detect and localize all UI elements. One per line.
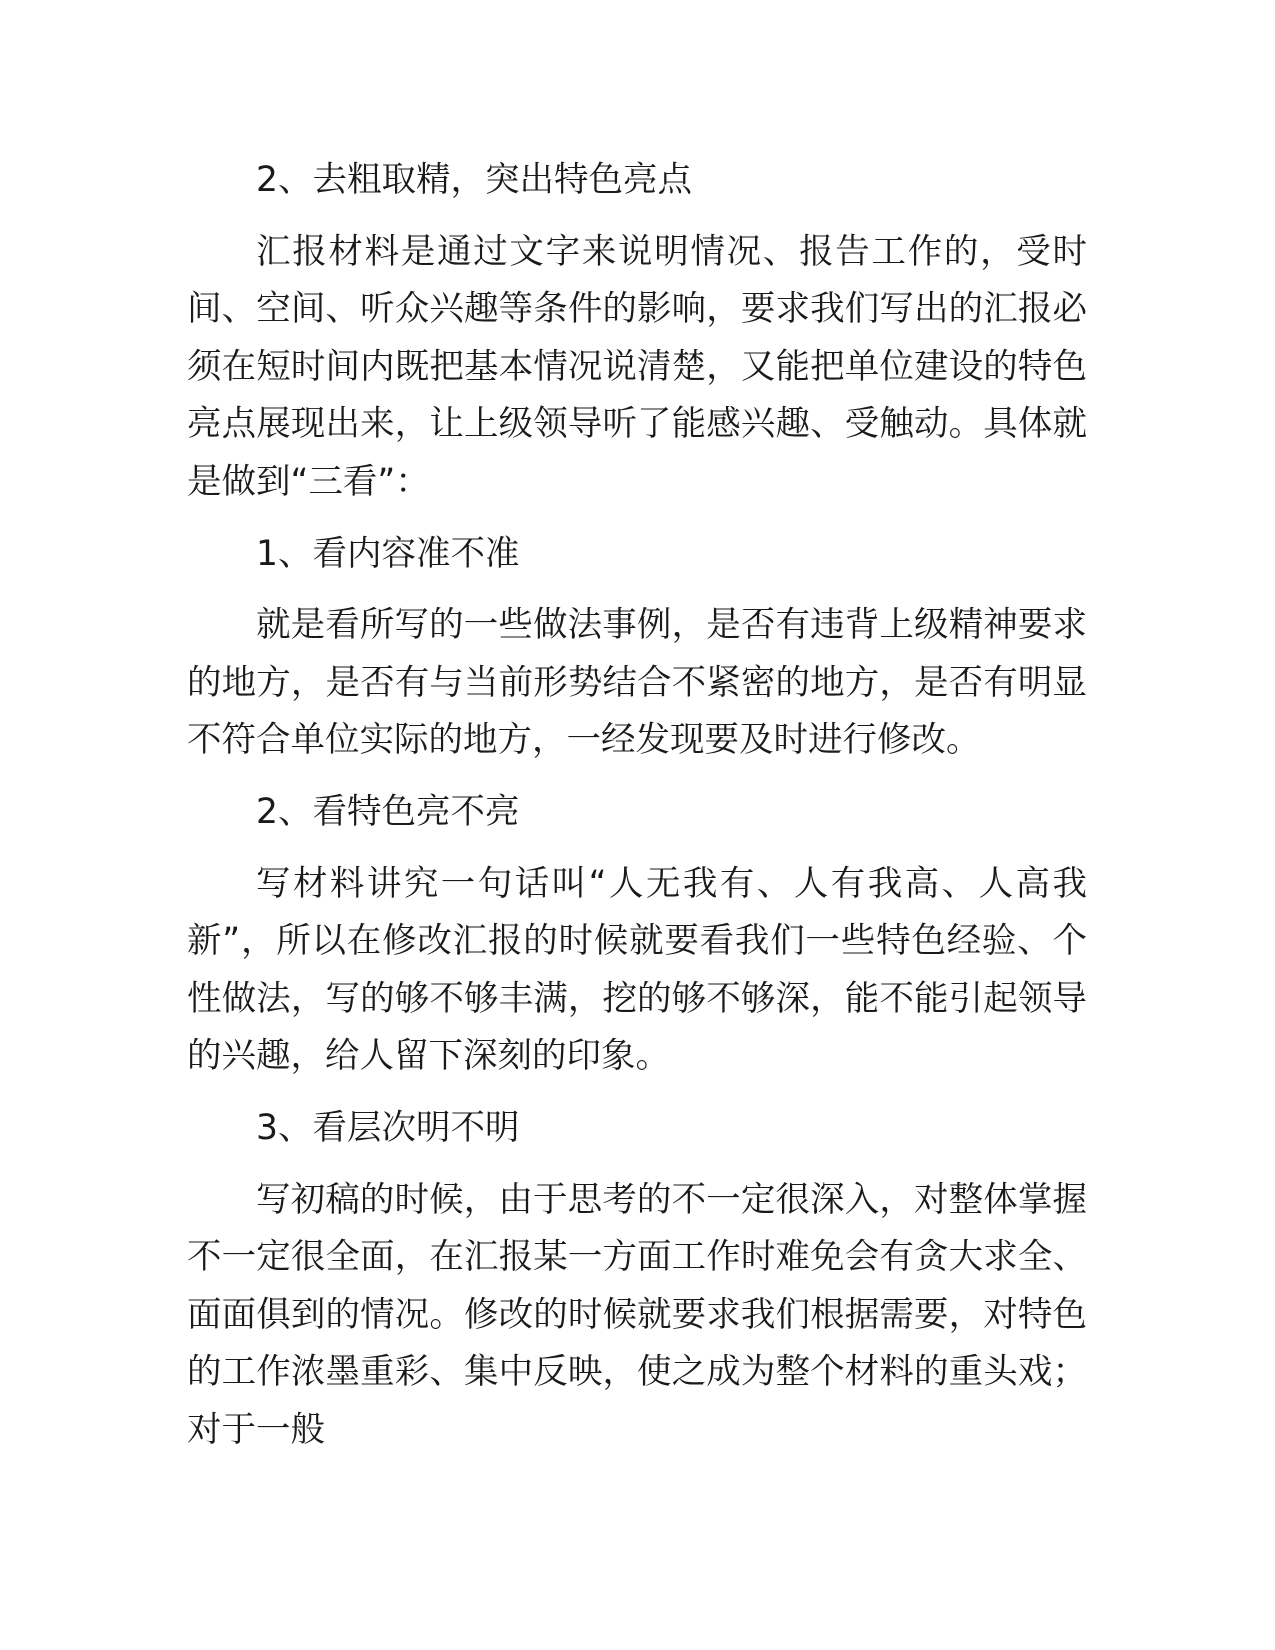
subsection-heading: 2、看特色亮不亮 <box>256 791 520 832</box>
subsection-heading: 1、看内容准不准 <box>256 533 520 574</box>
document-page <box>187 152 1087 1473</box>
body-paragraph: 就是看所写的一些做法事例，是否有违背上级精神要求的地方，是否有与当前形势结合不紧密的地方，是否有明显不符合单位实际的地方，一经发现要及时进行修改。 <box>187 605 1087 761</box>
subsection-heading: 3、看层次明不明 <box>256 1107 520 1148</box>
body-paragraph: 写初稿的时候，由于思考的不一定很深入，对整体掌握不一定很全面，在汇报某一方面工作时难免会有贪大求全、面面俱到的情况。修改的时候就要求我们根据需要，对特色的工作浓墨重彩、集中反映，使之成为整个材料的重头戏；对于一般 <box>187 1179 1087 1450</box>
body-paragraph: 汇报材料是通过文字来说明情况、报告工作的，受时间、空间、听众兴趣等条件的影响，要求我们写出的汇报必须在短时间内既把基本情况说清楚，又能把单位建设的特色亮点展现出来，让上级领导听了能感兴趣、受触动。具体就是做到“三看”： <box>187 231 1087 502</box>
body-paragraph: 写材料讲究一句话叫“人无我有、人有我高、人高我新”，所以在修改汇报的时候就要看我们一些特色经验、个性做法，写的够不够丰满，挖的够不够深，能不能引起领导的兴趣，给人留下深刻的印象。 <box>187 863 1087 1077</box>
section-heading: 2、去粗取精，突出特色亮点 <box>256 160 692 200</box>
